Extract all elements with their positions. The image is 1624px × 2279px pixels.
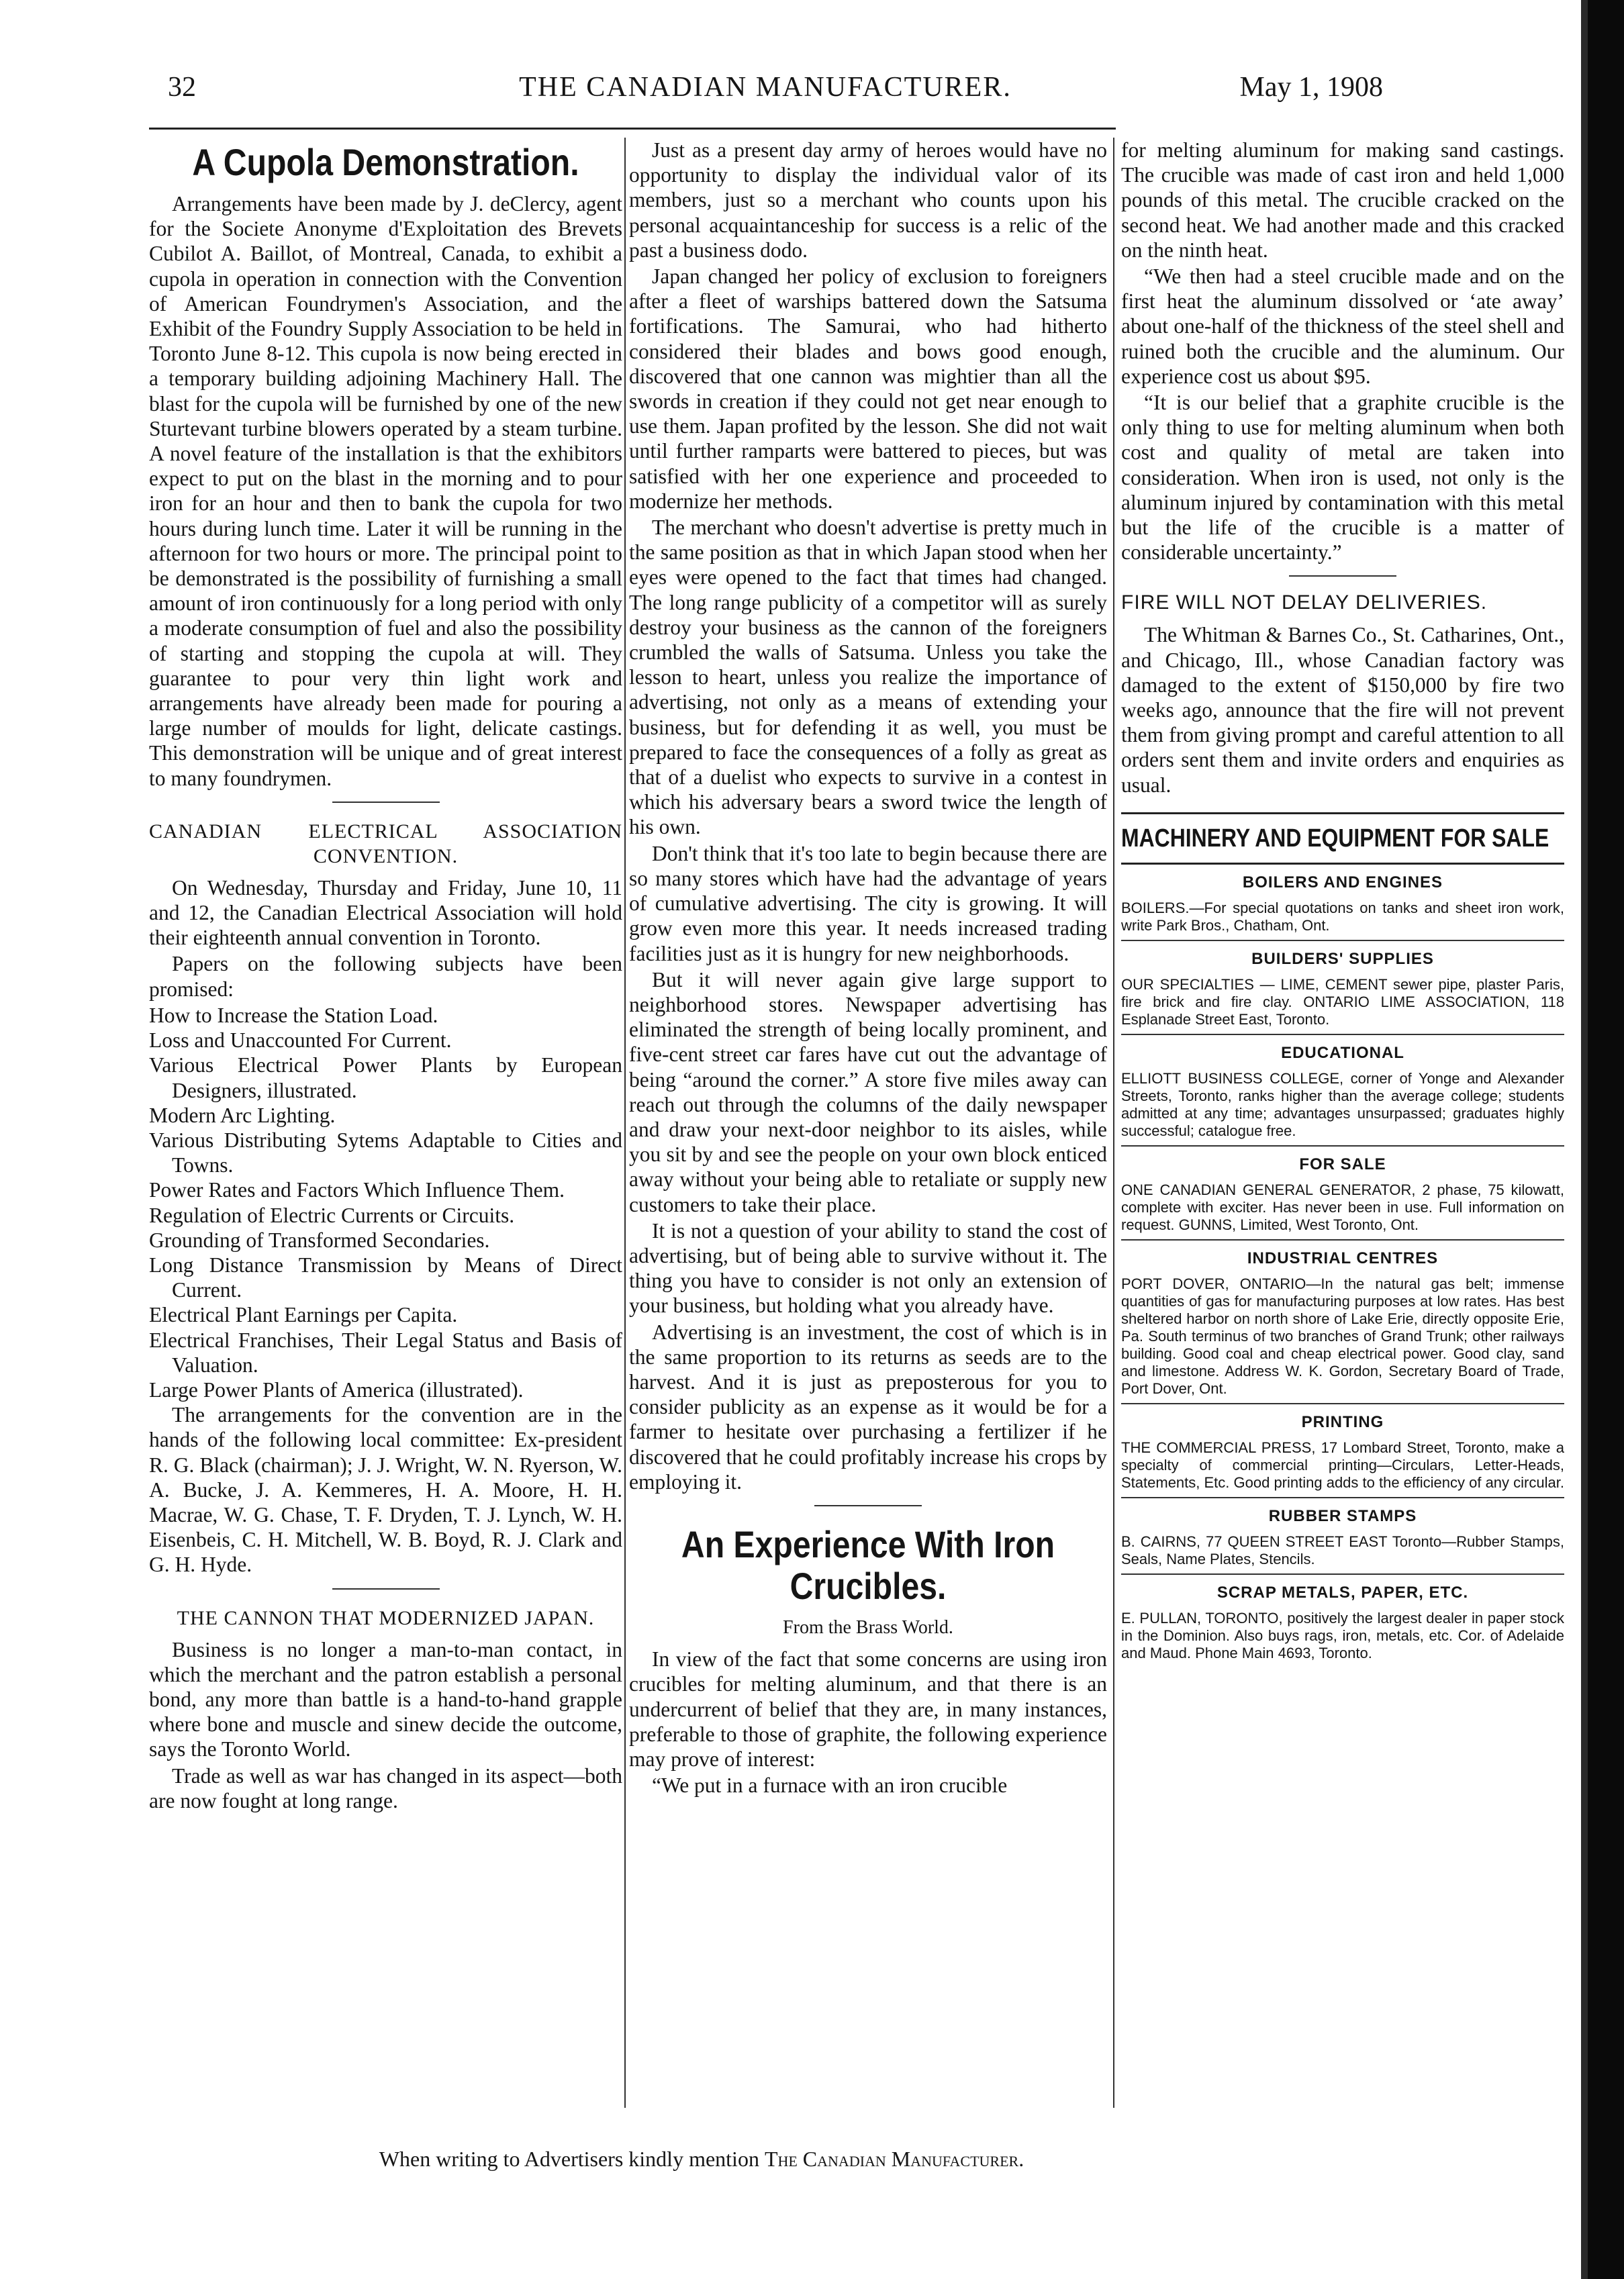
crucibles-source: From the Brass World.: [783, 1616, 953, 1638]
classified-heading-industrial: INDUSTRIAL CENTRES: [1247, 1249, 1439, 1267]
classified-divider: [1121, 1573, 1564, 1575]
classified-heading-rubber-stamps: RUBBER STAMPS: [1268, 1506, 1417, 1525]
classified-divider: [1121, 940, 1564, 941]
electrical-paragraph: On Wednesday, Thursday and Friday, June 10, 11 and 12, the Canadian Electrical Association will hold their eighteenth annual convention in Toronto.: [149, 875, 622, 950]
cupola-headline: A Cupola Demonstration.: [192, 141, 579, 183]
classified-heading-educational: EDUCATIONAL: [1281, 1043, 1404, 1062]
classified-ad: BOILERS.—For special quotations on tanks and sheet iron work, write Park Bros., Chatham, Ont.: [1121, 899, 1564, 934]
classified-ad: ONE CANADIAN GENERAL GENERATOR, 2 phase, 75 kilowatt, complete with exciter. Has never been in use. Full information on request. GUNNS, Limited, West Toronto, Ont.: [1121, 1181, 1564, 1233]
classified-top-rule: [1121, 812, 1564, 814]
classified-divider: [1121, 1239, 1564, 1241]
paper-topic: Various Distributing Sytems Adaptable to Cities and Towns.: [149, 1128, 622, 1177]
classified-title-rule: [1121, 863, 1564, 865]
fire-headline: FIRE WILL NOT DELAY DELIVERIES.: [1121, 591, 1488, 614]
issue-date: May 1, 1908: [1239, 72, 1383, 103]
cannon-paragraph: But it will never again give large support to neighborhood stores. Newspaper advertising has eliminated the strength of being locally prominent, and five-cent street car fares have cut out the advantage of being “around the corner.” A store five miles away can reach out through the columns of the daily newspaper and draw your next-door neighbor to its aisles, while you sit by and see the people on your own block enticed away without your being able to retaliate or supply new customers to take their place.: [629, 967, 1107, 1216]
article-divider: [1289, 575, 1396, 577]
paper-topic: Various Electrical Power Plants by European Designers, illustrated.: [149, 1053, 622, 1102]
cannon-paragraph: Trade as well as war has changed in its aspect—both are now fought at long range.: [149, 1763, 622, 1812]
footer-publication: The Canadian Manufacturer.: [764, 2147, 1024, 2171]
page-header: [148, 67, 1383, 121]
crucibles-paragraph: for melting aluminum for making sand castings. The crucible was made of cast iron and held 1,000 pounds of this metal. The crucible cracked on the second heat. We had another made and this cracked on the ninth heat.: [1121, 138, 1564, 262]
footer-text: When writing to Advertisers kindly mention: [379, 2147, 765, 2171]
column-divider-1: [624, 138, 626, 2108]
classified-heading-printing: PRINTING: [1301, 1412, 1384, 1431]
cannon-headline: THE CANNON THAT MODERNIZED JAPAN.: [177, 1606, 595, 1629]
paper-topic: Large Power Plants of America (illustrated).: [149, 1377, 524, 1402]
column-divider-2: [1113, 138, 1114, 2108]
cannon-paragraph: Business is no longer a man-to-man contact, in which the merchant and the patron establish a personal bond, any more than battle is a hand-to-hand grapple where bone and muscle and sinew decide the outcome, says the Toronto World.: [149, 1637, 622, 1761]
scan-edge-shadow: [1581, 0, 1588, 2279]
electrical-headline: CANADIAN ELECTRICAL ASSOCIATION CONVENTION.: [149, 820, 622, 867]
header-rule: [149, 128, 1116, 130]
classified-divider: [1121, 1497, 1564, 1498]
cannon-paragraph: Advertising is an investment, the cost of which is in the same proportion to its returns as seeds are to the harvest. And it is just as preposterous for you to consider publicity as an expense as it would be for a farmer to hesitate over purchasing a fertilizer if he discovered that he could profitably increase his crops by employing it.: [629, 1320, 1107, 1494]
column-3: [1121, 138, 1564, 1666]
cannon-paragraph: It is not a question of your ability to stand the cost of advertising, but of being able to survive without it. The thing you have to consider is not only an extension of your business, but holding what you already have.: [629, 1218, 1107, 1318]
electrical-committee: The arrangements for the convention are in the hands of the following local committee: Ex-president R. G. Black (chairman); J. J. Wright, W. N. Ryerson, W. A. Bucke, J. A. Kemmeres, H. A. Moore, H. H. Macrae, W. G. Chase, T. F. Dryden, T. J. Lynch, W. H. Eisenbeis, C. H. Mitchell, W. B. Boyd, R. J. Clark and G. H. Hyde.: [149, 1403, 622, 1577]
cannon-paragraph: Just as a present day army of heroes would have no opportunity to display the individual valor of its members, just so a merchant who counts upon his personal acquaintanceship for success is a relic of the past a business dodo.: [629, 138, 1107, 262]
classified-heading-scrap-metals: SCRAP METALS, PAPER, ETC.: [1216, 1583, 1469, 1602]
classified-divider: [1121, 1034, 1564, 1035]
paper-topic: Power Rates and Factors Which Influence Them.: [149, 1178, 565, 1202]
paper-topic: Long Distance Transmission by Means of Direct Current.: [149, 1253, 622, 1302]
classified-ad: E. PULLAN, TORONTO, positively the largest dealer in paper stock in the Dominion. Also buys rags, iron, metals, etc. Cor. of Adelaide and Maud. Phone Main 4693, Toronto.: [1121, 1609, 1564, 1661]
page-number: 32: [168, 72, 196, 103]
fire-paragraph: The Whitman & Barnes Co., St. Catharines, Ont., and Chicago, Ill., whose Canadian factory was damaged to the extent of $150,000 by fire two weeks ago, announce that the fire will not prevent them from giving prompt and careful attention to all orders sent them and invite orders and enquiries as usual.: [1121, 623, 1564, 797]
paper-topic: Electrical Plant Earnings per Capita.: [149, 1303, 458, 1327]
classified-ad: THE COMMERCIAL PRESS, 17 Lombard Street, Toronto, make a specialty of commercial printing—Circulars, Letter-Heads, Statements, Etc. Good printing adds to the efficiency of any circular.: [1121, 1439, 1564, 1491]
paper-topic: How to Increase the Station Load.: [149, 1003, 438, 1027]
paper-topic: Electrical Franchises, Their Legal Status and Basis of Valuation.: [149, 1328, 622, 1377]
article-divider: [332, 802, 440, 803]
article-divider: [814, 1505, 922, 1506]
electrical-paragraph: Papers on the following subjects have been promised:: [149, 952, 622, 1001]
page-footer: [148, 2145, 1255, 2172]
paper-topic: Loss and Unaccounted For Current.: [149, 1028, 452, 1053]
crucibles-headline: An Experience With Iron Crucibles.: [681, 1522, 1055, 1607]
cannon-paragraph: Don't think that it's too late to begin because there are so many stores which have had the advantage of years of cumulative advertising. The city is growing. It will grow even more this year. It needs increased trading facilities just as it is hungry for new neighborhoods.: [629, 841, 1107, 965]
column-2: [629, 138, 1107, 1799]
cannon-paragraph: The merchant who doesn't advertise is pretty much in the same position as that in which Japan stood when her eyes were opened to the fact that times had changed. The long range publicity of a competitor will as surely destroy your business as the cannon of the foreigners crumbled the walls of Satsuma. Unless you take the lesson to heart, unless you realize the importance of advertising, not only as a means of extending your business, but for defending it as well, you must be prepared to face the consequences of a folly as great as that of a duelist who expects to survive in a contest in which his adversary bears a sword twice the length of his own.: [629, 516, 1107, 839]
crucibles-paragraph: “We put in a furnace with an iron crucible: [652, 1774, 1008, 1798]
classified-heading-boilers: BOILERS AND ENGINES: [1242, 873, 1443, 891]
crucibles-paragraph: In view of the fact that some concerns are using iron crucibles for melting aluminum, and that there is an undercurrent of belief that they are, in many instances, preferable to those of graphite, the following experience may prove of interest:: [629, 1647, 1107, 1771]
classified-divider: [1121, 1145, 1564, 1147]
column-1: [149, 138, 622, 1814]
classified-ad: B. CAIRNS, 77 QUEEN STREET EAST Toronto—Rubber Stamps, Seals, Name Plates, Stencils.: [1121, 1533, 1564, 1567]
classified-ad: OUR SPECIALTIES — LIME, CEMENT sewer pipe, plaster Paris, fire brick and fire clay. ONTARIO LIME ASSOCIATION, 118 Esplanade Street East, Toronto.: [1121, 975, 1564, 1028]
crucibles-paragraph: “We then had a steel crucible made and on the first heat the aluminum dissolved or ‘ate away’ about one-half of the thickness of the steel shell and ruined both the crucible and the aluminum. Our experience cost us about $95.: [1121, 264, 1564, 388]
article-divider: [332, 1588, 440, 1590]
paper-topic-list: [149, 1003, 622, 1402]
classified-ad: PORT DOVER, ONTARIO—In the natural gas belt; immense quantities of gas for manufacturing purposes at low rates. Has best sheltered harbor on north shore of Lake Erie, directly opposite Erie, Pa. South terminus of two branches of Grand Trunk; other railways building. Good coal and cheap electrical power. Good clay, sand and limestone. Address W. K. Gordon, Secretary Board of Trade, Port Dover, Ont.: [1121, 1275, 1564, 1397]
paper-topic: Modern Arc Lighting.: [149, 1103, 336, 1127]
crucibles-paragraph: “It is our belief that a graphite crucible is the only thing to use for melting aluminum when both cost and quality of metal are taken into consideration. When iron is used, not only is the aluminum injured by contamination with this metal but the life of the crucible is a matter of considerable uncertainty.”: [1121, 391, 1564, 565]
classified-heading-builders: BUILDERS' SUPPLIES: [1251, 949, 1434, 968]
paper-topic: Regulation of Electric Currents or Circuits.: [149, 1203, 515, 1227]
cannon-paragraph: Japan changed her policy of exclusion to foreigners after a fleet of warships battered down the Satsuma fortifications. The Samurai, who had hitherto considered their blades and bows good enough, discovered that one cannon was mightier than all the swords in creation if they could not get near enough to use them. Japan profited by the lesson. She did not wait until further ramparts were battered to pieces, but was satisfied with her one experience and proceeded to modernize her methods.: [629, 264, 1107, 513]
paper-topic: Grounding of Transformed Secondaries.: [149, 1228, 490, 1252]
classified-divider: [1121, 1403, 1564, 1404]
classified-title: MACHINERY AND EQUIPMENT FOR SALE: [1121, 824, 1549, 853]
classified-ad: ELLIOTT BUSINESS COLLEGE, corner of Yonge and Alexander Streets, Toronto, ranks higher than the average college; students admitted at any time; advantages unsurpassed; graduates highly successful; catalogue free.: [1121, 1069, 1564, 1139]
cupola-paragraph: Arrangements have been made by J. deClercy, agent for the Societe Anonyme d'Exploitation des Brevets Cubilot A. Baillot, of Montreal, Canada, to exhibit a cupola in operation in connection with the Convention of American Foundrymen's Association, and the Exhibit of the Foundry Supply Association to be held in Toronto June 8-12. This cupola is now being erected in a temporary building adjoining Machinery Hall. The blast for the cupola will be furnished by one of the new Sturtevant turbine blowers operated by a steam turbine. A novel feature of the installation is that the exhibitors expect to put on the blast in the morning and to pour iron for an hour and then to bank the cupola for two hours during lunch time. Later it will be running in the afternoon for two hours or more. The principal point to be demonstrated is the possibility of furnishing a small amount of iron continuously for a long period with only a moderate consumption of fuel and also the possibility of starting and stopping the cupola at will. They guarantee to pour very thin light work and arrangements have already been made for pouring a large number of moulds for light, delicate castings. This demonstration will be unique and of great interest to many foundrymen.: [149, 192, 622, 790]
publication-title: THE CANADIAN MANUFACTURER.: [519, 72, 1012, 103]
classified-heading-for-sale: FOR SALE: [1299, 1155, 1386, 1173]
